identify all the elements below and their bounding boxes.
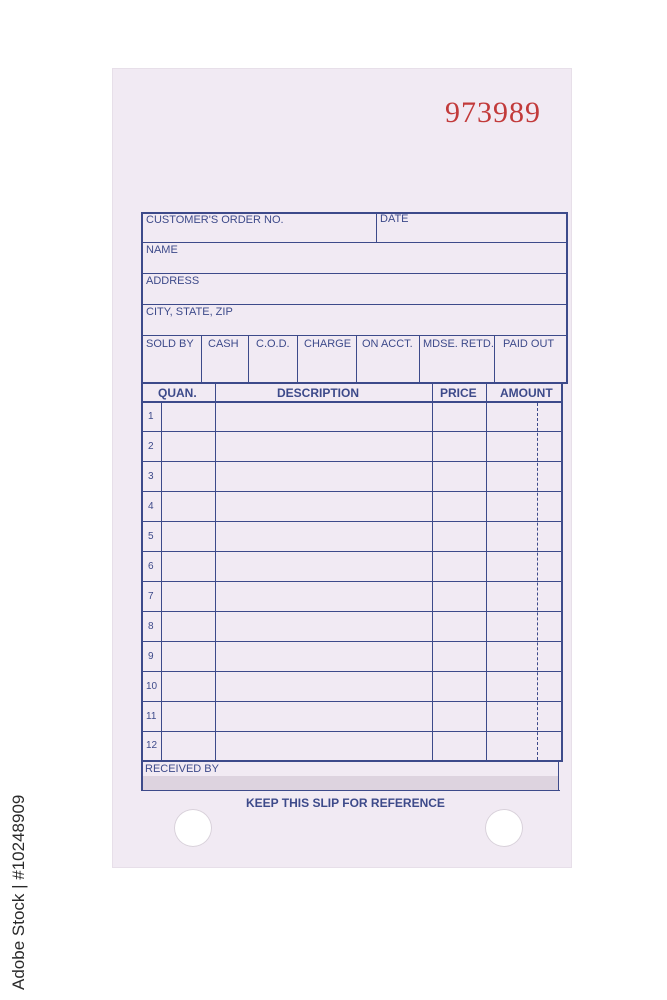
column-header-amount: AMOUNT: [500, 386, 553, 400]
payment-option-on-acct: ON ACCT.: [362, 338, 413, 350]
row-divider: [141, 304, 568, 305]
table-header-bottom: [141, 401, 563, 403]
table-border-right: [561, 382, 563, 761]
payment-divider: [356, 335, 357, 382]
row-number: 12: [146, 740, 158, 751]
row-number: 8: [148, 621, 154, 632]
table-row-divider: [141, 491, 563, 492]
row-number: 3: [148, 471, 154, 482]
form-border-left: [141, 212, 143, 791]
payment-option-cod: C.O.D.: [256, 338, 290, 350]
column-divider: [486, 382, 487, 760]
table-row-divider: [141, 701, 563, 702]
row-number: 6: [148, 561, 154, 572]
received-by-signature-area: [143, 776, 558, 790]
customers-order-no-label: CUSTOMER'S ORDER NO.: [146, 214, 284, 226]
payment-option-cash: CASH: [208, 338, 239, 350]
form-border-right-top: [566, 212, 568, 384]
payment-divider: [201, 335, 202, 382]
column-header-description: DESCRIPTION: [277, 386, 360, 400]
column-header-quan: QUAN.: [158, 386, 197, 400]
binder-hole-right: [485, 809, 523, 847]
column-divider: [215, 382, 216, 760]
table-row-divider: [141, 611, 563, 612]
row-number: 10: [146, 681, 158, 692]
payment-divider: [419, 335, 420, 382]
column-divider: [432, 382, 433, 760]
table-row-divider: [141, 731, 563, 732]
name-label: NAME: [146, 244, 178, 256]
received-by-label: RECEIVED BY: [145, 763, 219, 775]
table-row-divider: [141, 461, 563, 462]
row-number: 5: [148, 531, 154, 542]
payment-option-charge: CHARGE: [304, 338, 352, 350]
date-label: DATE: [380, 213, 409, 225]
row-divider: [141, 273, 568, 274]
table-row-divider: [141, 581, 563, 582]
date-divider: [376, 212, 377, 243]
payment-option-sold-by: SOLD BY: [146, 338, 194, 350]
table-bottom: [141, 760, 563, 762]
section-divider: [141, 382, 568, 384]
row-divider: [141, 242, 568, 243]
row-number: 4: [148, 501, 154, 512]
payment-divider: [248, 335, 249, 382]
table-row-divider: [141, 641, 563, 642]
footer-note: KEEP THIS SLIP FOR REFERENCE: [246, 796, 445, 810]
row-number: 11: [146, 711, 157, 722]
address-label: ADDRESS: [146, 275, 200, 287]
city-state-zip-label: CITY, STATE, ZIP: [146, 306, 233, 318]
table-row-divider: [141, 551, 563, 552]
table-row-divider: [141, 431, 563, 432]
payment-divider: [494, 335, 495, 382]
table-row-divider: [141, 521, 563, 522]
received-by-bottom: [141, 790, 560, 791]
stock-watermark: Adobe Stock | #10248909: [9, 794, 28, 990]
payment-option-mdse-retd: MDSE. RETD.: [423, 338, 494, 350]
row-number: 9: [148, 651, 154, 662]
sales-slip: [112, 68, 572, 868]
row-number: 2: [148, 441, 154, 452]
binder-hole-left: [174, 809, 212, 847]
column-header-price: PRICE: [440, 386, 477, 400]
row-divider: [141, 335, 568, 336]
row-number: 1: [148, 411, 154, 422]
received-by-right: [558, 762, 559, 791]
table-row-divider: [141, 671, 563, 672]
serial-number: 973989: [445, 96, 541, 129]
payment-divider: [297, 335, 298, 382]
payment-option-paid-out: PAID OUT: [503, 338, 555, 350]
row-number: 7: [148, 591, 154, 602]
